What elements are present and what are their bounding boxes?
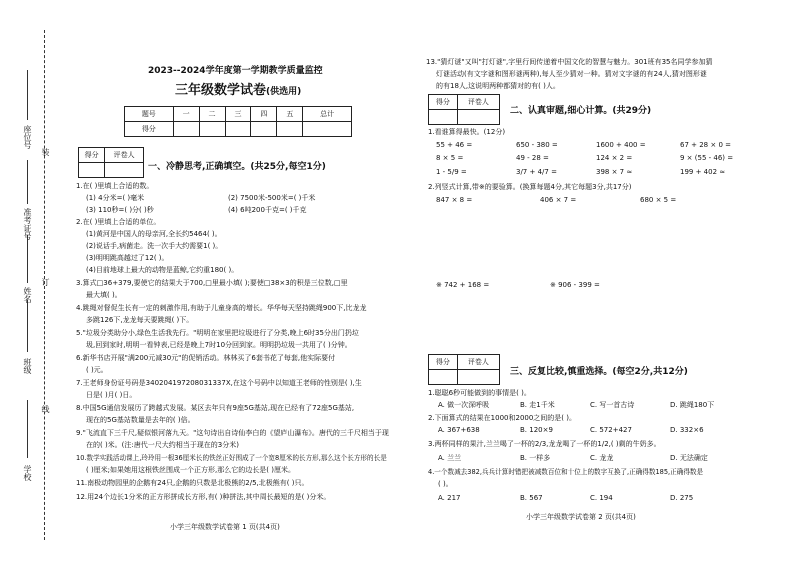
section1-title: 一、冷静思考,正确填空。(共25分,每空1分) [148, 162, 326, 172]
page1-footer: 小学三年级数学试卷第 1 页(共4页) [170, 523, 280, 531]
grader-box-2 [428, 94, 500, 125]
exam-subtitle [175, 79, 301, 98]
vert-2: 406 × 7 = [540, 196, 577, 204]
school-label: 学校 [23, 465, 32, 481]
q12: 12.用24个边长1分米的正方形拼成长方形,有( )种拼法,其中周长最短的是( )分米。 [76, 493, 331, 501]
calc-r1c2: 124 × 2 = [596, 154, 633, 162]
score-table-header: 四 [251, 107, 277, 122]
cut-label-xian: 线 [41, 405, 50, 413]
q11: 11.南极动物园里的企鹅有24只,企鹅的只数是北极熊的2/5,北极熊有( )只。 [76, 479, 309, 487]
q1: 1.在( )里填上合适的数。 [76, 182, 154, 190]
s2q1: 1.看谁算得最快。(12分) [428, 128, 506, 136]
s3q2-opt-d[interactable]: D. 332×6 [670, 426, 704, 434]
q8a: 8.中国5G通信发展历了跨越式发展。某区去年只有9座5G基站,现在已经有了72座5G基站, [76, 404, 355, 412]
class-label: 班级 [23, 358, 32, 374]
s3q3-opt-b[interactable]: B. 一样多 [520, 454, 551, 462]
calc-r2c0: 1 - 5/9 = [436, 168, 467, 176]
q2c: (3)明明跳高越过了12( )。 [86, 254, 169, 262]
q5a: 5."垃圾分类助分小,绿色生活我先行。"明明在家里把垃圾进行了分类,晚上6时35分出门扔垃 [76, 329, 359, 337]
exam-number-label: 准考证号 [23, 208, 32, 240]
q1d: (4) 6吨200千克=( )千克 [228, 206, 307, 214]
q2a: (1)黄河是中国人的母亲河,全长约5464( )。 [86, 230, 222, 238]
calc-r1c1: 49 - 28 = [516, 154, 549, 162]
grader-score-cell[interactable] [79, 163, 105, 178]
s3q1-opt-b[interactable]: B. 走1千米 [520, 401, 555, 409]
school-field[interactable] [27, 400, 28, 458]
q13a: 13."猜灯谜"又叫"打灯谜",字里行间传递着中国文化的智慧与魅力。301班有35名同学参加猜 [426, 58, 713, 66]
calc-r2c3: 199 + 402 ≈ [680, 168, 726, 176]
grader-reviewer-label: 评卷人 [105, 148, 144, 163]
grader-score-label: 得分 [429, 95, 458, 110]
cut-label-ding: 订 [41, 278, 50, 286]
vert-3: 680 × 5 = [640, 196, 677, 204]
name-label: 姓名 [23, 287, 32, 303]
q9a: 9."飞流直下三千尺,疑似银河落九天。"这句诗出自诗仙李白的《望庐山瀑布》。唐代的三千尺相当于现 [76, 429, 389, 437]
cut-label-zhuang: 装 [41, 148, 50, 156]
s3q1-opt-a[interactable]: A. 做一次深呼吸 [438, 401, 490, 409]
section3-title: 三、反复比较,慎重选择。(每空2分,共12分) [510, 367, 688, 377]
score-cell[interactable] [173, 122, 199, 137]
section2-title: 二、认真审题,细心计算。(共29分) [510, 106, 652, 116]
q6a: 6.新华书店开展"满200元减30元"的促销活动。林林买了6套书花了每套,他实际要付 [76, 354, 336, 362]
s3q4a: 4.一个数减去382,兵兵计算时错把被减数百位和十位上的数字互换了,正确得数185,正确得数是 [428, 468, 704, 476]
q3a: 3.算式□36+379,要使它的结果大于700,□里最小填( );要使□38×3的积是三位数,□里 [76, 279, 348, 287]
s3q1-opt-c[interactable]: C. 写一首古诗 [590, 401, 635, 409]
s3q4-opt-c[interactable]: C. 194 [590, 494, 613, 502]
grader-box-3 [428, 354, 500, 385]
calc-r0c2: 1600 + 400 = [596, 141, 646, 149]
s3q3-opt-c[interactable]: C. 龙龙 [590, 454, 614, 462]
q7a: 7.王老师身份证号码是340204197208031337X,在这个号码中以知道王老师的性别是( ),生 [76, 379, 362, 387]
q1c: (3) 110秒=( )分( )秒 [86, 206, 154, 214]
score-table-header: 题号 [125, 107, 174, 122]
calc-r0c3: 67 + 28 × 0 = [680, 141, 731, 149]
vert-4: ※ 742 + 168 = [436, 281, 490, 289]
q5b: 圾,回到家时,明明一看钟表,已经是晚上7时10分回到家。明明扔垃圾一共用了( )分钟。 [86, 341, 352, 349]
grader-score-cell[interactable] [429, 110, 458, 125]
q1b: (2) 7500米-500米=( )千米 [228, 194, 316, 202]
score-cell[interactable] [277, 122, 303, 137]
q13c: 的有18人,这说明两种都猜对的有( )人。 [436, 82, 560, 90]
s3q4-opt-a[interactable]: A. 217 [438, 494, 461, 502]
grader-reviewer-label: 评卷人 [457, 355, 499, 370]
score-table-header: 一 [173, 107, 199, 122]
score-table-header: 总计 [303, 107, 352, 122]
calc-r1c0: 8 × 5 = [436, 154, 464, 162]
grader-reviewer-cell[interactable] [457, 110, 499, 125]
s3q2-opt-a[interactable]: A. 367+638 [438, 426, 480, 434]
grader-reviewer-cell[interactable] [105, 163, 144, 178]
q2b: (2)说话手,病菌走。洗一次手大约需要1( )。 [86, 242, 223, 250]
score-cell[interactable] [303, 122, 352, 137]
vert-5: ※ 906 - 399 = [550, 281, 600, 289]
calc-r2c2: 398 × 7 ≈ [596, 168, 633, 176]
q2d: (4)目前地球上最大的动物是蓝鲸,它约重180( )。 [86, 266, 239, 274]
s3q1: 1.聪聪6秒可能做到的事情是( )。 [428, 389, 531, 397]
seat-number-field[interactable] [27, 70, 28, 120]
s3q3-opt-a[interactable]: A. 兰兰 [438, 454, 462, 462]
q13b: 灯谜活动(有文字谜和图形谜两种),每人至少猜对一种。猜对文字谜的有24人,猜对图形谜 [436, 70, 707, 78]
s2q2: 2.列竖式计算,带※的要验算。(换算每题4分,其它每题3分,共17分) [428, 183, 632, 191]
grader-score-label: 得分 [429, 355, 458, 370]
score-cell[interactable] [225, 122, 251, 137]
q2: 2.在( )里填上合适的单位。 [76, 218, 161, 226]
s3q2: 2.下面算式的结果在1000和2000之间的是( )。 [428, 414, 576, 422]
score-cell[interactable] [251, 122, 277, 137]
s3q3: 3.两杯同样的果汁,兰兰喝了一杯的2/3,龙龙喝了一杯的1/2,( )剩的牛奶多。 [428, 440, 661, 448]
q4b: 多跳126下,龙龙每天要跳绳( )下。 [86, 316, 194, 324]
q8b: 现在的5G基站数量是去年的( )倍。 [86, 416, 195, 424]
grader-reviewer-label: 评卷人 [457, 95, 499, 110]
seat-number-label: 座位号 [23, 125, 32, 149]
score-table [124, 106, 352, 137]
q10a: 10.数学实践活动课上,玲玲用一根36厘米长的铁丝正好围成了一个宽8厘米的长方形,那么这个长方形的长是 [76, 454, 387, 462]
exam-title: 2023--2024学年度第一学期教学质量监控 [148, 66, 323, 76]
score-table-header: 三 [225, 107, 251, 122]
name-field[interactable] [27, 235, 28, 283]
s3q3-opt-d[interactable]: D. 无法确定 [670, 454, 708, 462]
calc-r2c1: 3/7 + 4/7 = [516, 168, 557, 176]
s3q1-opt-d[interactable]: D. 跳绳180下 [670, 401, 715, 409]
q4a: 4.跳绳对督促生长有一定的刺激作用,有助于儿童身高的增长。华华每天坚持跳绳900下,比龙龙 [76, 304, 367, 312]
edition-note: (供选用) [266, 87, 302, 97]
grader-score-label: 得分 [79, 148, 105, 163]
score-table-header: 二 [199, 107, 225, 122]
score-cell[interactable] [199, 122, 225, 137]
s3q4-opt-d[interactable]: D. 275 [670, 494, 694, 502]
q3b: 最大填( )。 [86, 291, 122, 299]
page2-footer: 小学三年级数学试卷第 2 页(共4页) [526, 513, 636, 521]
score-table-header: 五 [277, 107, 303, 122]
grader-score-cell[interactable] [429, 370, 458, 385]
s3q2-opt-c[interactable]: C. 572+427 [590, 426, 632, 434]
class-field[interactable] [27, 300, 28, 352]
calc-r0c1: 650 - 380 = [516, 141, 558, 149]
grader-box-1 [78, 147, 144, 178]
q7b: 日是( )月( )日。 [86, 391, 137, 399]
subject-title: 三年级数学试卷 [175, 83, 267, 98]
calc-r0c0: 55 + 46 = [436, 141, 473, 149]
s3q4b: ( )。 [438, 480, 453, 488]
s3q4-opt-b[interactable]: B. 567 [520, 494, 543, 502]
calc-r1c3: 9 × (55 - 46) = [680, 154, 734, 162]
grader-reviewer-cell[interactable] [457, 370, 499, 385]
q1a: (1) 4分米=( )毫米 [86, 194, 145, 202]
s3q2-opt-b[interactable]: B. 120×9 [520, 426, 553, 434]
q6b: ( )元。 [86, 366, 108, 374]
exam-number-field[interactable] [27, 160, 28, 204]
q9b: 在的( )米。(注:唐代一尺大约相当于现在的3分米) [86, 441, 239, 449]
score-row-label: 得分 [125, 122, 174, 137]
vert-1: 847 × 8 = [436, 196, 473, 204]
q10b: ( )厘米;如果她用这根铁丝围成一个正方形,那么它的边长是( )厘米。 [86, 466, 295, 474]
